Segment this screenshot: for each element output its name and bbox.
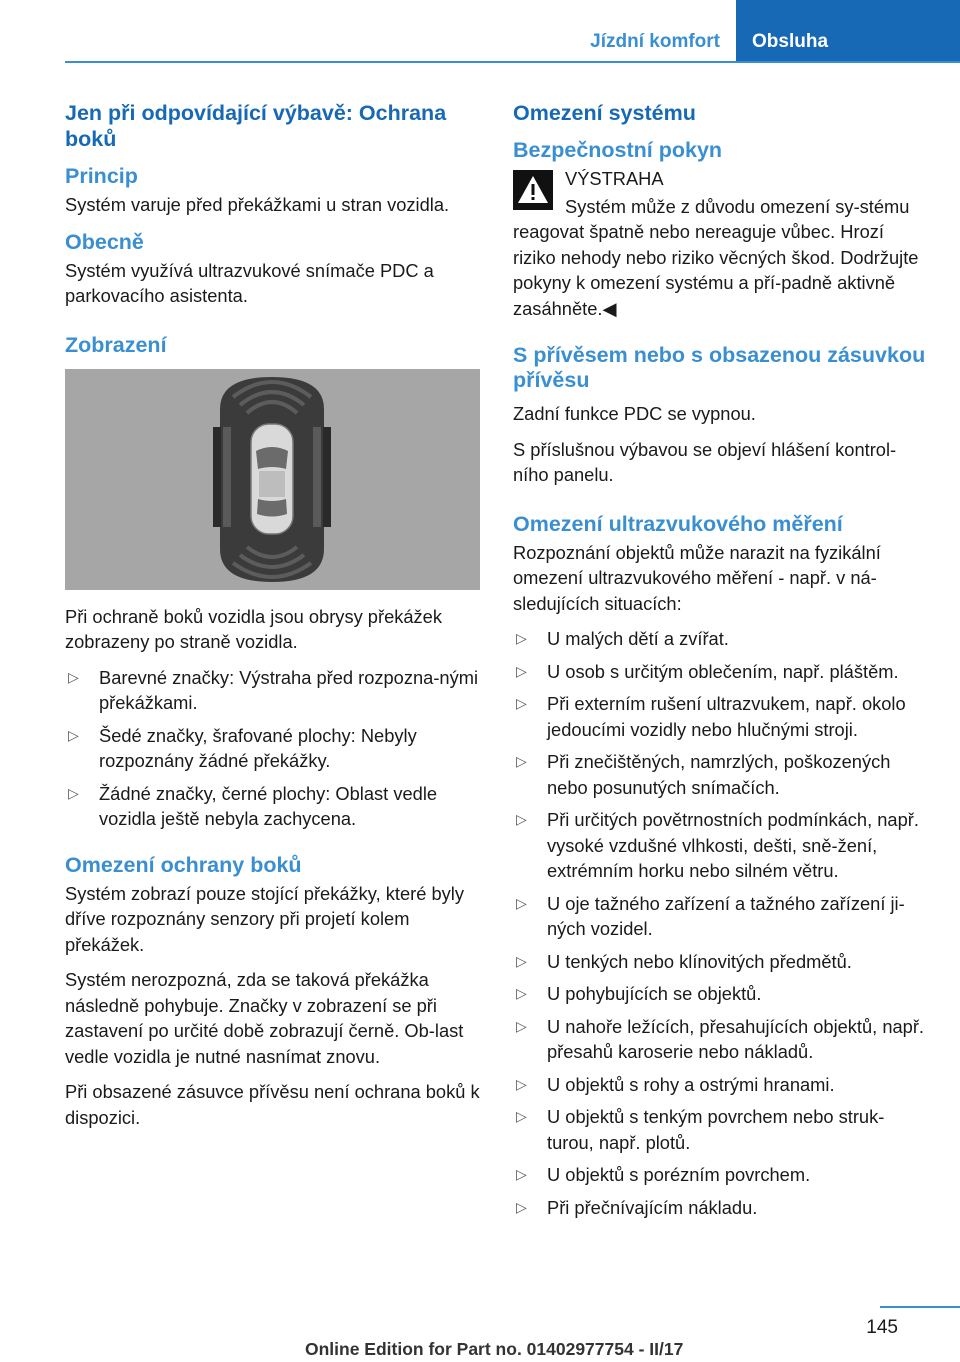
omezeni-text-3: Při obsazené zásuvce přívěsu není ochrana boků k dispozici. (65, 1081, 480, 1128)
list-item: ▷ Při znečištěných, namrzlých, poškozených nebo posunutých snímačích. (516, 751, 891, 798)
bullet-triangle-icon: ▷ (516, 753, 527, 769)
warning-title: VÝSTRAHA (565, 168, 664, 189)
princip-text: Systém varuje před překážkami u stran vozidla. (65, 194, 450, 215)
warning-block (513, 166, 928, 321)
heading-side-protection: Jen při odpovídající výbavě: Ochrana boků (65, 101, 447, 151)
header-rule (65, 61, 960, 63)
bullet-triangle-icon: ▷ (68, 726, 79, 743)
heading-safety-note: Bezpečnostní pokyn (513, 138, 723, 162)
bullet-triangle-icon: ▷ (516, 894, 527, 911)
heading-ultrasonic-limits: Omezení ultrazvukového měření (513, 511, 843, 536)
bullet-triangle-icon: ▷ (68, 784, 79, 801)
bullet-triangle-icon: ▷ (516, 1166, 527, 1182)
list-item: ▷ U oje tažného zařízení a tažného zařízení ji‐ných vozidel. (516, 892, 905, 939)
warning-triangle-icon (513, 170, 553, 210)
bullet-triangle-icon: ▷ (516, 952, 527, 969)
heading-zobrazeni: Zobrazení (65, 332, 167, 357)
chapter-tab: Obsluha (736, 0, 960, 61)
bullet-triangle-icon: ▷ (516, 1198, 527, 1215)
page-number: 145 (866, 1317, 898, 1338)
bullet-triangle-icon: ▷ (516, 1017, 527, 1034)
left-column (65, 100, 480, 1140)
list-item: ▷ U objektů s porézním povrchem. (513, 1162, 928, 1188)
list-item: ▷ Při přečnívajícím nákladu. (513, 1195, 928, 1221)
list-item: ▷ U pohybujících se objektů. (513, 981, 928, 1007)
heading-omezeni-ochrany: Omezení ochrany boků (65, 852, 302, 877)
bullet-triangle-icon: ▷ (516, 1075, 527, 1092)
side-protection-figure (65, 369, 480, 590)
section-tab: Jízdní komfort (590, 31, 720, 52)
trailer-text-2: S příslušnou výbavou se objeví hlášení kontrol‐ního panelu. (513, 438, 897, 485)
list-item: ▷ U tenkých nebo klínovitých předmětů. (513, 949, 928, 975)
situations-list (513, 626, 928, 1220)
bullet-triangle-icon: ▷ (68, 668, 79, 685)
bullet-triangle-icon: ▷ (516, 1108, 527, 1124)
heading-system-limits: Omezení systému (513, 101, 696, 125)
list-item: ▷ Při externím rušení ultrazvukem, např. okolo jedoucími vozidly nebo hlučnými stroji. (516, 693, 906, 740)
right-column (513, 100, 928, 1227)
list-item: ▷ Žádné značky, černé plochy: Oblast vedle vozidla ještě nebyla zachycena. (68, 782, 438, 829)
figure-caption: Při ochraně boků vozidla jsou obrysy překážek zobrazeny po straně vozidla. (65, 605, 442, 652)
trailer-text-1: Zadní funkce PDC se vypnou. (513, 403, 756, 424)
list-item: ▷ U nahoře ležících, přesahujících objektů, např. přesahů karoserie nebo nákladů. (516, 1015, 925, 1062)
omezeni-text-1: Systém zobrazí pouze stojící překážky, které byly dříve rozpoznány senzory při projetí kolem překážek. (65, 882, 464, 955)
bullet-triangle-icon: ▷ (516, 630, 527, 646)
heading-princip: Princip (65, 164, 138, 188)
display-bullets (65, 665, 480, 832)
footer-rule (880, 1306, 960, 1308)
obecne-text: Systém využívá ultrazvukové snímače PDC a parkovacího asistenta. (65, 259, 434, 306)
bullet-triangle-icon: ▷ (516, 811, 527, 827)
header-tabs (590, 0, 960, 61)
heading-obecne: Obecně (65, 229, 144, 254)
list-item: ▷ U objektů s rohy a ostrými hranami. (513, 1072, 928, 1098)
omezeni-text-2: Systém nerozpozná, zda se taková překážka následně pohybuje. Značky v zobrazení se při zastavení po určité době zobrazují černě. Ob‐last vedle vozidla je nutné nasnímat znovu. (65, 969, 464, 1067)
list-item: ▷ U malých dětí a zvířat. (513, 626, 928, 652)
list-item: ▷ U objektů s tenkým povrchem nebo struk‐turou, např. plotů. (516, 1106, 885, 1153)
ultrasonic-text: Rozpoznání objektů může narazit na fyzikální omezení ultrazvukového měření - např. v ná‐sledujících situacích: (513, 541, 881, 614)
bullet-triangle-icon: ▷ (516, 985, 527, 1001)
list-item: ▷ Šedé značky, šrafované plochy: Nebyly rozpoznány žádné překážky. (68, 724, 417, 771)
bullet-triangle-icon: ▷ (516, 695, 527, 711)
list-item: ▷ U osob s určitým oblečením, např. pláštěm. (513, 659, 928, 685)
bullet-triangle-icon: ▷ (516, 662, 527, 679)
list-item: ▷ Barevné značky: Výstraha před rozpozna‐nými překážkami. (68, 666, 479, 713)
edition-footer: Online Edition for Part no. 01402977754 - II/17 (305, 1339, 684, 1359)
heading-trailer: S přívěsem nebo s obsazenou zásuvkou přívěsu (513, 343, 926, 392)
list-item: ▷ Při určitých povětrnostních podmínkách, např. vysoké vzdušné vlhkosti, dešti, sně‐žení, extrémním horku nebo silném větru. (516, 809, 919, 881)
car-sensor-illustration (65, 369, 480, 590)
warning-text: Systém může z důvodu omezení sy‐stému reagovat špatně nebo nereaguje vůbec. Hrozí riziko nehody nebo riziko věcných škod. Dodržujte pokyny k omezení systému a pří‐padně aktivně zasáhněte.◀ (513, 195, 919, 319)
